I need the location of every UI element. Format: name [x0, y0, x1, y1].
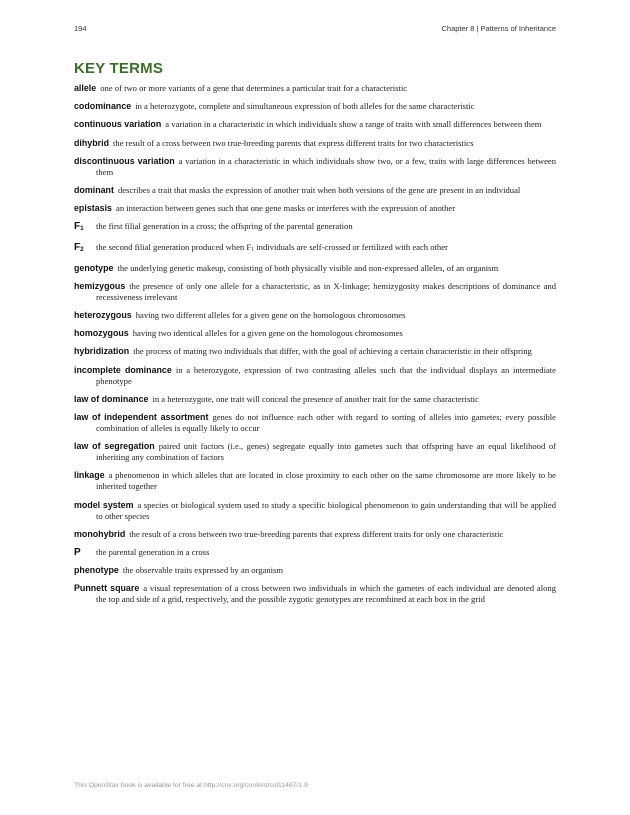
glossary-entry	[74, 583, 556, 605]
glossary-term-text: model system	[74, 499, 134, 510]
glossary-definition: paired unit factors (i.e., genes) segregate equally into gametes such that offspring have an equal likelihood of inheriting any combination of factors	[96, 441, 556, 463]
glossary-entry	[74, 242, 556, 256]
glossary-term-text: discontinuous variation	[74, 155, 175, 166]
glossary-definition: the parental generation in a cross	[96, 546, 210, 557]
glossary-entry	[74, 138, 556, 149]
definition-part: the second filial generation produced when F	[96, 241, 252, 252]
glossary-definition: describes a trait that masks the expression of another trait when both versions of the gene are present in an individual	[117, 184, 521, 195]
glossary-entry	[74, 394, 556, 405]
glossary-definition: the process of mating two individuals that differ, with the goal of achieving a certain characteristic in their offspring	[133, 346, 532, 357]
glossary-definition: in a heterozygote, one trait will conceal the presence of another trait for the same characteristic	[152, 393, 479, 404]
glossary-term-text: hybridization	[74, 346, 130, 357]
glossary-entry	[74, 101, 556, 112]
glossary-term-text: hemizygous	[74, 280, 126, 291]
glossary-term	[74, 263, 113, 273]
glossary-definition: the observable traits expressed by an organism	[122, 565, 284, 576]
glossary-term	[74, 365, 172, 375]
glossary-term-text: monohybrid	[74, 528, 126, 539]
glossary-entry	[74, 156, 556, 178]
glossary-entry	[74, 412, 556, 434]
glossary-term	[74, 565, 119, 575]
glossary-term	[74, 281, 125, 291]
glossary-term-text: P	[74, 546, 81, 558]
glossary-entry	[74, 529, 556, 540]
glossary-term	[74, 310, 132, 320]
glossary-entry	[74, 470, 556, 492]
glossary-definition: the first filial generation in a cross; the offspring of the parental generation	[96, 221, 353, 232]
glossary-entry	[74, 441, 556, 463]
glossary-term-subscript: 1	[80, 225, 84, 233]
glossary-term-text: law of dominance	[74, 393, 149, 404]
page-footer: This OpenStax book is available for free at http://cnx.org/content/col11487/1.9	[74, 782, 308, 789]
glossary-term	[74, 470, 105, 480]
glossary-term	[74, 156, 175, 166]
glossary-term-text: allele	[74, 83, 97, 93]
glossary-term	[74, 119, 161, 129]
glossary-definition: the underlying genetic makeup, consisting of both physically visible and non-expressed alleles, of an organism	[117, 262, 499, 273]
glossary-entry	[74, 221, 556, 234]
glossary-definition: a visual representation of a cross between two individuals in which the gametes of each individual are denoted along the top and side of a grid, respectively, and the possible zygotic genotypes are recombined at each box in the grid	[96, 583, 556, 605]
glossary-definition: having two different alleles for a given gene on the homologous chromosomes	[135, 310, 406, 321]
chapter-title: Chapter 8 | Patterns of Inheritance	[441, 24, 556, 33]
glossary-definition	[96, 242, 448, 252]
glossary-entry	[74, 310, 556, 321]
definition-part: individuals are self-crossed or fertilized with each other	[254, 241, 448, 252]
glossary-definition: a variation in a characteristic in which individuals show a range of traits with small differences between them	[165, 119, 542, 130]
glossary-term	[74, 441, 155, 451]
page-header	[74, 24, 556, 36]
glossary-definition: an interaction between genes such that one gene masks or interferes with the expression of another	[116, 203, 456, 214]
glossary-term-text: epistasis	[74, 203, 112, 214]
glossary-entry	[74, 281, 556, 303]
glossary-term-text: dominant	[74, 184, 114, 195]
glossary-definition: the result of a cross between two true-breeding parents that express different traits for two characteristics	[113, 137, 474, 148]
glossary-definition: one of two or more variants of a gene that determines a particular trait for a characteristic	[100, 83, 408, 93]
glossary-definition: genes do not influence each other with regard to sorting of alleles into gametes; every possible combination of alleles is equally likely to occur	[96, 412, 556, 433]
glossary-entry	[74, 500, 556, 522]
glossary-definition: the result of a cross between two true-breeding parents that express different traits for only one characteristic	[129, 528, 504, 539]
key-terms-list	[74, 83, 556, 613]
glossary-term-text: linkage	[74, 470, 105, 481]
glossary-term-text: Punnett square	[74, 583, 140, 594]
glossary-definition: in a heterozygote, expression of two contrasting alleles such that the individual displays an intermediate phenotype	[96, 364, 556, 386]
glossary-term	[74, 185, 114, 195]
glossary-entry	[74, 185, 556, 196]
glossary-entry	[74, 346, 556, 357]
glossary-term-text: law of independent assortment	[74, 412, 209, 422]
definition-subscript: 1	[251, 246, 255, 253]
glossary-definition: having two identical alleles for a given gene on the homologous chromosomes	[132, 328, 403, 339]
glossary-entry	[74, 119, 556, 130]
glossary-term	[74, 203, 112, 213]
glossary-entry	[74, 365, 556, 387]
glossary-term	[74, 583, 139, 593]
glossary-definition: a species or biological system used to study a specific biological phenomenon to gain understanding that will be applied to other species	[96, 499, 556, 521]
glossary-definition: in a heterozygote, complete and simultaneous expression of both alleles for the same characteristic	[135, 101, 475, 112]
glossary-term-text: F	[74, 241, 81, 253]
glossary-definition: the presence of only one allele for a characteristic, as in X-linkage; hemizygosity makes descriptions of dominance and recessiveness irrelevant	[96, 280, 556, 302]
glossary-term	[74, 500, 134, 510]
glossary-term-text: continuous variation	[74, 119, 162, 130]
glossary-term	[74, 83, 96, 93]
glossary-term-text: F	[74, 221, 81, 233]
glossary-term	[74, 529, 125, 539]
glossary-term-text: phenotype	[74, 565, 119, 576]
glossary-term-text: homozygous	[74, 328, 129, 339]
glossary-entry	[74, 547, 556, 558]
glossary-term	[74, 412, 208, 422]
page-number: 194	[74, 24, 87, 33]
glossary-entry	[74, 83, 556, 94]
glossary-entry	[74, 565, 556, 576]
glossary-term-text: codominance	[74, 101, 132, 112]
glossary-term	[74, 328, 129, 338]
glossary-definition: a variation in a characteristic in which individuals show two, or a few, traits with large differences between them	[96, 155, 556, 177]
glossary-term-text: genotype	[74, 262, 114, 273]
glossary-term	[74, 547, 96, 558]
glossary-entry	[74, 203, 556, 214]
glossary-term-text: heterozygous	[74, 310, 132, 321]
glossary-definition: a phenomenon in which alleles that are located in close proximity to each other on the same chromosome are more likely to be inherited together	[96, 470, 556, 492]
glossary-term	[74, 221, 96, 234]
glossary-term-text: dihybrid	[74, 137, 110, 148]
glossary-term	[74, 394, 148, 404]
glossary-term	[74, 242, 96, 255]
glossary-term	[74, 101, 131, 111]
glossary-entry	[74, 328, 556, 339]
glossary-term-text: law of segregation	[74, 441, 155, 452]
glossary-term-subscript: 2	[80, 245, 84, 253]
glossary-term	[74, 138, 109, 148]
section-title: KEY TERMS	[74, 60, 164, 77]
glossary-term-text: incomplete dominance	[74, 364, 172, 375]
glossary-term	[74, 346, 129, 356]
glossary-entry	[74, 263, 556, 274]
